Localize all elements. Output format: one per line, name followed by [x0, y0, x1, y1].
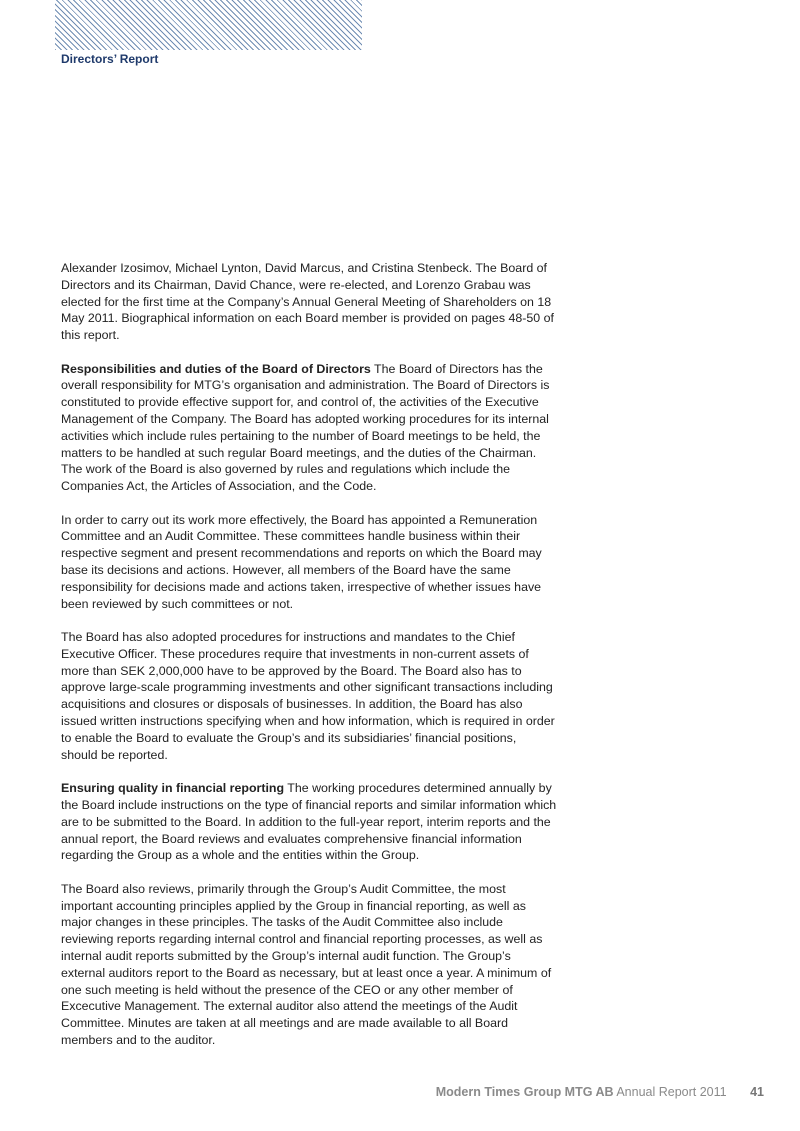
text-line: [61, 663, 561, 680]
paragraph: [61, 780, 561, 864]
line-text: In order to carry out its work more effectively, the Board has appointed a Remuneration: [61, 512, 538, 527]
section-title: Directors’ Report: [61, 52, 159, 66]
text-line: [61, 528, 561, 545]
paragraph: [61, 512, 561, 613]
line-text: Committee and an Audit Committee. These committees handle business within their: [61, 529, 521, 544]
text-line: [61, 512, 561, 529]
paragraph: [61, 629, 561, 763]
line-text: issued written instructions specifying when and how information, which is required in order: [61, 714, 555, 729]
line-text: internal audit reports submitted by the Group’s internal audit function. The Group’s: [61, 948, 511, 963]
paragraph: [61, 361, 561, 495]
line-text: are to be submitted to the Board. In addition to the full-year report, interim reports and the: [61, 814, 551, 829]
text-line: [61, 411, 561, 428]
header-stripe-pattern: [55, 0, 362, 50]
text-line: [61, 545, 561, 562]
text-line: [61, 294, 561, 311]
line-text: acquisitions and closures or disposals of businesses. In addition, the Board has also: [61, 697, 523, 712]
line-text: The working procedures determined annually by: [284, 781, 552, 796]
paragraph-heading: Responsibilities and duties of the Board of Directors: [61, 361, 371, 376]
line-text: the Board include instructions on the type of financial reports and similar information which: [61, 797, 557, 812]
line-text: Directors and its Chairman, David Chance, were re-elected, and Lorenzo Grabau was: [61, 277, 531, 292]
page-number: 41: [750, 1085, 764, 1099]
line-text: constituted to provide effective support for, and control of, the activities of the Executive: [61, 395, 539, 410]
text-line: [61, 277, 561, 294]
line-text: more than SEK 2,000,000 have to be approved by the Board. The Board also has to: [61, 663, 522, 678]
text-line: [61, 998, 561, 1015]
text-line: [61, 327, 561, 344]
line-text: The Board of Directors has the: [370, 361, 543, 376]
line-text: Companies Act, the Articles of Association, and the Code.: [61, 479, 377, 494]
line-text: overall responsibility for MTG’s organisation and administration. The Board of Directors is: [61, 378, 550, 393]
text-line: [61, 1032, 561, 1049]
text-line: [61, 982, 561, 999]
text-line: [61, 881, 561, 898]
line-text: The Board has also adopted procedures for instructions and mandates to the Chief: [61, 630, 515, 645]
line-text: annual report, the Board reviews and evaluates comprehensive financial information: [61, 831, 522, 846]
paragraph: [61, 260, 561, 344]
line-text: activities which include rules pertaining to the number of Board meetings to be held, the: [61, 428, 541, 443]
text-line: [61, 478, 561, 495]
text-line: [61, 898, 561, 915]
line-text: Committee. Minutes are taken at all meetings and are made available to all Board: [61, 1016, 508, 1031]
line-text: Management of the Company. The Board has adopted working procedures for its internal: [61, 412, 549, 427]
line-text: regarding the Group as a whole and the entities within the Group.: [61, 848, 420, 863]
text-line: [61, 310, 561, 327]
text-line: [61, 914, 561, 931]
text-line: [61, 713, 561, 730]
text-line: [61, 730, 561, 747]
line-text: May 2011. Biographical information on each Board member is provided on pages 48-50 of: [61, 311, 554, 326]
line-text: one such meeting is held without the presence of the CEO or any other member of: [61, 982, 513, 997]
line-text: base its decisions and actions. However, all members of the Board have the same: [61, 563, 511, 578]
line-text: Alexander Izosimov, Michael Lynton, David Marcus, and Cristina Stenbeck. The Board of: [61, 261, 547, 275]
line-text: approve large-scale programming investments and other significant transactions including: [61, 680, 553, 695]
text-line: [61, 629, 561, 646]
footer-company: Modern Times Group MTG AB: [435, 1085, 614, 1099]
paragraph-heading: Ensuring quality in financial reporting: [61, 781, 285, 796]
text-line: [61, 965, 561, 982]
text-line: [61, 948, 561, 965]
line-text: respective segment and present recommendations and reports on which the Board may: [61, 546, 542, 561]
text-line: [61, 747, 561, 764]
line-text: The Board also reviews, primarily through the Group’s Audit Committee, the most: [61, 881, 506, 896]
text-line: [61, 579, 561, 596]
paragraph: [61, 881, 561, 1049]
text-line: [61, 445, 561, 462]
text-line: [61, 461, 561, 478]
line-text: matters to be handled at such regular Board meetings, and the duties of the Chairman.: [61, 445, 537, 460]
line-text: elected for the first time at the Company’s Annual General Meeting of Shareholders on 18: [61, 294, 552, 309]
text-line: [61, 377, 561, 394]
text-line: [61, 831, 561, 848]
line-text: members and to the auditor.: [61, 1032, 216, 1047]
text-line: [61, 562, 561, 579]
text-line: [61, 679, 561, 696]
footer-report: Annual Report 2011: [616, 1085, 727, 1099]
page-footer: [436, 1085, 764, 1099]
line-text: responsibility for decisions made and actions taken, irrespective of whether issues have: [61, 579, 542, 594]
text-line: [61, 780, 561, 797]
text-line: [61, 1015, 561, 1032]
text-line: [61, 260, 561, 277]
text-line: [61, 646, 561, 663]
line-text: The work of the Board is also governed by rules and regulations which include the: [61, 462, 511, 477]
line-text: Executive Officer. These procedures require that investments in non-current assets of: [61, 646, 529, 661]
text-line: [61, 931, 561, 948]
text-line: [61, 428, 561, 445]
line-text: external auditors report to the Board as necessary, but at least once a year. A minimum of: [61, 965, 552, 980]
line-text: this report.: [61, 328, 120, 343]
body-text: [61, 260, 561, 1065]
line-text: to enable the Board to evaluate the Group’s and its subsidiaries’ financial positions,: [61, 730, 517, 745]
text-line: [61, 797, 561, 814]
text-line: [61, 394, 561, 411]
text-line: [61, 696, 561, 713]
text-line: [61, 596, 561, 613]
line-text: major changes in these principles. The tasks of the Audit Committee also include: [61, 915, 503, 930]
line-text: Excecutive Management. The external auditor also attend the meetings of the Audit: [61, 999, 518, 1014]
line-text: reviewing reports regarding internal control and financial reporting processes, as well as: [61, 932, 543, 947]
text-line: [61, 361, 561, 378]
line-text: should be reported.: [61, 747, 168, 762]
text-line: [61, 847, 561, 864]
line-text: been reviewed by such committees or not.: [61, 596, 294, 611]
text-line: [61, 814, 561, 831]
line-text: important accounting principles applied by the Group in financial reporting, as well as: [61, 898, 526, 913]
